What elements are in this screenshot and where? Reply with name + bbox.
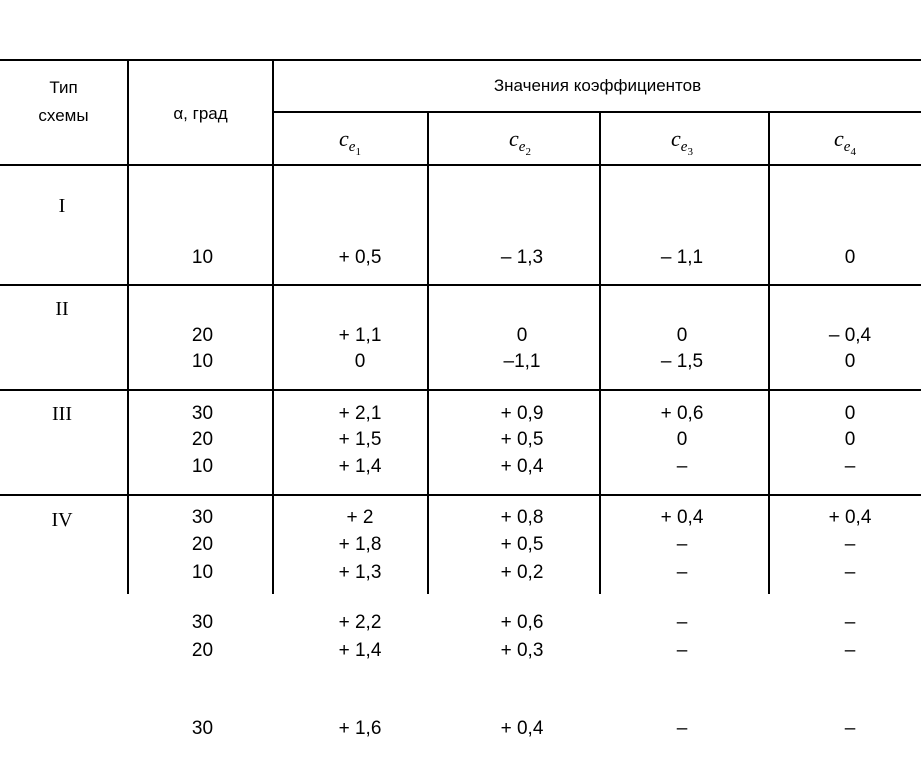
table-cell: 0 (844, 403, 856, 424)
table-cell: 20 (191, 534, 214, 555)
scheme-type-label: III (52, 403, 72, 425)
column-divider (272, 59, 274, 594)
alpha-values (160, 508, 245, 768)
table-cell: – (676, 534, 688, 555)
table-cell: 10 (191, 247, 214, 268)
table-cell: 30 (191, 718, 214, 739)
table-cell: – (844, 612, 856, 633)
column-divider (127, 59, 129, 594)
table-cell: + 1,8 (338, 534, 382, 555)
table-cell: 30 (191, 507, 214, 528)
table-cell: – (844, 562, 856, 583)
table-cell: –1,1 (503, 351, 541, 372)
coef-header-ce2 (460, 126, 580, 158)
table-cell: – (844, 534, 856, 555)
table-cell: + 0,8 (500, 507, 544, 528)
table-cell: 30 (191, 612, 214, 633)
table-cell: 20 (191, 325, 214, 346)
table-cell: + 2,1 (338, 403, 382, 424)
table-cell: – 1,1 (660, 247, 704, 268)
table-cell: 0 (844, 247, 856, 268)
table-cell: + 0,3 (500, 640, 544, 661)
coef-index: 4 (850, 146, 856, 159)
table-cell: + 0,4 (500, 718, 544, 739)
table-cell: + 1,4 (338, 640, 382, 661)
type-header (0, 74, 127, 130)
coef-group-divider (273, 111, 921, 113)
coef-index: 2 (525, 146, 531, 159)
table-cell: + 0,6 (660, 403, 704, 424)
ce2-values (462, 508, 582, 768)
coef-sub: e (348, 139, 356, 156)
column-divider (599, 111, 601, 594)
table-cell: – (676, 612, 688, 633)
table-cell: – (844, 456, 856, 477)
table-top-border (0, 59, 921, 61)
coef-base: c (339, 126, 349, 151)
table-cell: – 1,3 (500, 247, 544, 268)
table-cell: – (676, 562, 688, 583)
table-cell: + 1,6 (338, 718, 382, 739)
table-cell: – (676, 640, 688, 661)
scheme-type-label: IV (51, 509, 73, 531)
table-cell: + 2,2 (338, 612, 382, 633)
table-cell: 20 (191, 429, 214, 450)
table-cell: + 0,2 (500, 562, 544, 583)
ce4-values (790, 508, 910, 768)
column-divider (427, 111, 429, 594)
table-cell: + 1,1 (338, 325, 382, 346)
table-cell: 0 (844, 429, 856, 450)
coef-base: c (834, 126, 844, 151)
table-cell: 10 (191, 456, 214, 477)
table-cell: – (676, 718, 688, 739)
table-cell: + 0,5 (500, 429, 544, 450)
coef-header-ce4 (785, 126, 905, 158)
table-cell: + 2 (346, 507, 374, 528)
ce1-values (300, 508, 420, 768)
table-cell: + 0,4 (500, 456, 544, 477)
table-cell: 0 (516, 325, 528, 346)
table-cell: – (676, 456, 688, 477)
column-divider (768, 111, 770, 594)
scheme-type-label: I (58, 195, 66, 217)
table-cell: 20 (191, 640, 214, 661)
coef-header-ce3 (622, 126, 742, 158)
table-cell: + 1,3 (338, 562, 382, 583)
header-bottom-border (0, 164, 921, 166)
table-cell: + 0,4 (660, 507, 704, 528)
table-cell: + 0,9 (500, 403, 544, 424)
coef-base: c (671, 126, 681, 151)
row-divider (0, 284, 921, 286)
table-cell: – (844, 718, 856, 739)
coef-sub: e (680, 139, 688, 156)
alpha-header: α, град (173, 104, 228, 123)
table-cell: – 0,4 (828, 325, 872, 346)
ce3-values (622, 508, 742, 768)
table-cell: 0 (844, 351, 856, 372)
table-cell: 30 (191, 403, 214, 424)
coef-index: 3 (687, 146, 693, 159)
table-cell: 0 (676, 429, 688, 450)
type-header-line2: схемы (38, 106, 89, 125)
table-cell: + 0,4 (828, 507, 872, 528)
table-cell: + 0,6 (500, 612, 544, 633)
coef-base: c (509, 126, 519, 151)
table-cell: 10 (191, 562, 214, 583)
coef-sub: e (518, 139, 526, 156)
table-cell: – 1,5 (660, 351, 704, 372)
table-cell: 0 (676, 325, 688, 346)
table-cell: 10 (191, 351, 214, 372)
table-cell: + 1,4 (338, 456, 382, 477)
table-cell: + 0,5 (338, 247, 382, 268)
coef-header-ce1 (290, 126, 410, 158)
coef-sub: e (843, 139, 851, 156)
type-header-line1: Тип (49, 78, 78, 97)
coefficients-group-header: Значения коэффициентов (493, 76, 702, 95)
table-cell: 0 (354, 351, 366, 372)
row-divider (0, 389, 921, 391)
row-divider (0, 494, 921, 496)
scheme-type-label: II (55, 298, 69, 320)
table-cell: + 1,5 (338, 429, 382, 450)
table-cell: + 0,5 (500, 534, 544, 555)
coef-index: 1 (355, 146, 361, 159)
table-cell: – (844, 640, 856, 661)
